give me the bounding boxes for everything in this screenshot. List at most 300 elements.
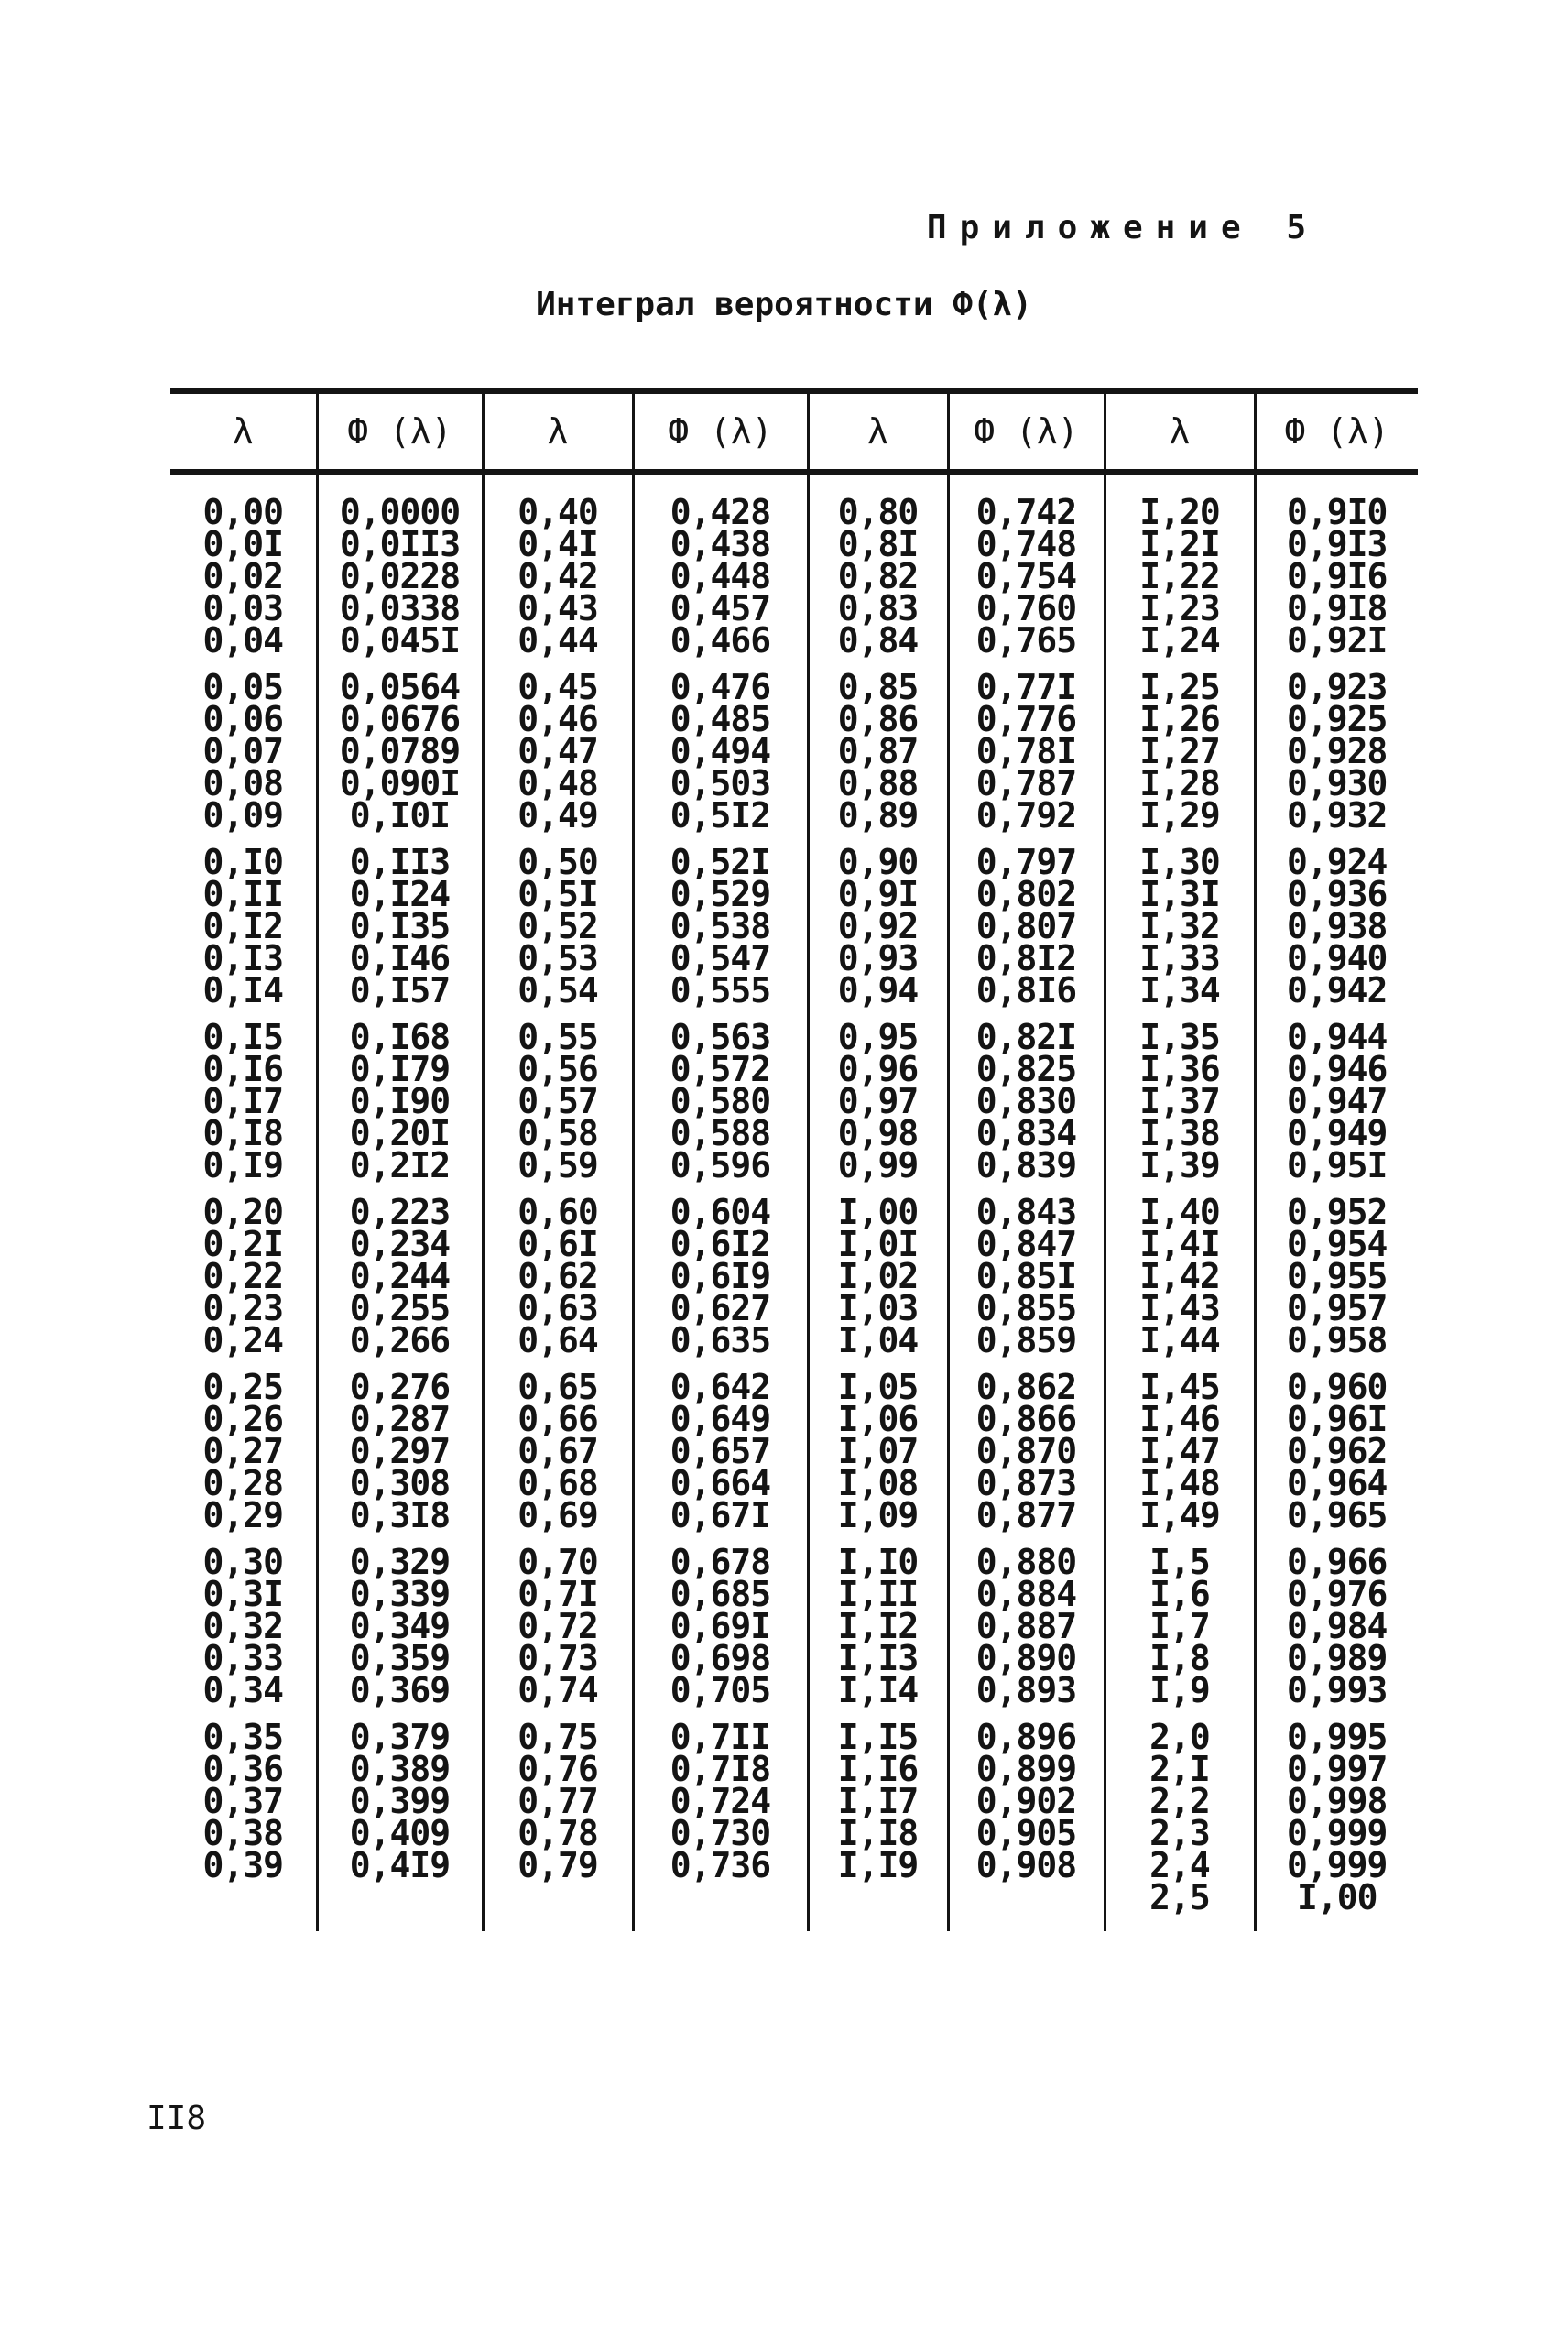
table-cell: 0,993 xyxy=(1287,1670,1388,1710)
table-cell: 0,74 xyxy=(517,1670,598,1710)
table-cell: 0,266 xyxy=(349,1320,451,1360)
value-group xyxy=(635,1717,807,1885)
column-phi-2 xyxy=(633,472,808,1931)
value-group xyxy=(810,1017,947,1185)
table-cell: 0,0000 xyxy=(339,492,461,532)
table-cell: I,27 xyxy=(1139,731,1220,771)
table-cell: 0,38 xyxy=(202,1813,283,1853)
table-cell: 0,765 xyxy=(975,620,1077,661)
table-cell: 0,955 xyxy=(1287,1256,1388,1296)
table-cell: 0,896 xyxy=(975,1717,1077,1757)
table-cell: 0,529 xyxy=(670,874,771,914)
header-lambda-4: λ xyxy=(1105,391,1255,472)
table-cell: I,45 xyxy=(1139,1367,1220,1407)
table-cell: 0,52I xyxy=(670,842,771,882)
appendix-label: Приложение 5 xyxy=(926,209,1319,246)
table-cell: 0,24 xyxy=(202,1320,283,1360)
table-cell: I,48 xyxy=(1139,1463,1220,1503)
table-cell: 0,855 xyxy=(975,1288,1077,1328)
table-cell: I,09 xyxy=(837,1495,919,1535)
value-group xyxy=(1257,1017,1419,1185)
table-cell: 0,952 xyxy=(1287,1192,1388,1232)
table-cell: 0,902 xyxy=(975,1781,1077,1821)
value-group xyxy=(170,667,316,835)
table-cell: 0,724 xyxy=(670,1781,771,1821)
table-cell: 0,7I xyxy=(517,1574,598,1614)
table-cell: 0,685 xyxy=(670,1574,771,1614)
table-cell: 0,78I xyxy=(975,731,1077,771)
table-cell: 0,255 xyxy=(349,1288,451,1328)
table-cell: 0,976 xyxy=(1287,1574,1388,1614)
value-group xyxy=(1257,492,1419,661)
table-cell: 0,II xyxy=(202,874,283,914)
table-cell: 0,45 xyxy=(517,667,598,707)
table-cell: I,00 xyxy=(1296,1877,1377,1917)
table-cell: 0,932 xyxy=(1287,795,1388,835)
table-cell: 2,2 xyxy=(1149,1781,1210,1821)
table-cell: I,36 xyxy=(1139,1049,1220,1089)
table-cell: 0,0II3 xyxy=(339,524,461,564)
value-group xyxy=(319,1717,482,1885)
value-group xyxy=(810,1542,947,1710)
value-group xyxy=(170,1192,316,1360)
table-cell: 0,359 xyxy=(349,1638,451,1678)
table-cell: 0,57 xyxy=(517,1081,598,1121)
table-cell: 0,40 xyxy=(517,492,598,532)
table-cell: I,3I xyxy=(1139,874,1220,914)
table-cell: 0,870 xyxy=(975,1431,1077,1471)
table-cell: I,22 xyxy=(1139,556,1220,596)
table-cell: I,33 xyxy=(1139,938,1220,978)
table-cell: I,38 xyxy=(1139,1113,1220,1153)
table-cell: I,7 xyxy=(1149,1606,1210,1646)
value-group xyxy=(635,1192,807,1360)
table-cell: 0,I7 xyxy=(202,1081,283,1121)
table-cell: 0,67 xyxy=(517,1431,598,1471)
table-cell: 0,63 xyxy=(517,1288,598,1328)
value-group xyxy=(1106,1367,1254,1535)
value-group xyxy=(950,1192,1104,1360)
table-cell: 0,87 xyxy=(837,731,919,771)
table-cell: I,II xyxy=(837,1574,919,1614)
table-cell: 0,839 xyxy=(975,1145,1077,1185)
value-group xyxy=(170,1717,316,1885)
table-cell: 0,66 xyxy=(517,1399,598,1439)
table-cell: 0,547 xyxy=(670,938,771,978)
table-cell: 0,329 xyxy=(349,1542,451,1582)
table-cell: 0,923 xyxy=(1287,667,1388,707)
table-cell: 0,2I2 xyxy=(349,1145,451,1185)
value-group xyxy=(950,842,1104,1010)
table-cell: 0,862 xyxy=(975,1367,1077,1407)
table-cell: 0,93 xyxy=(837,938,919,978)
table-cell: 0,95 xyxy=(837,1017,919,1057)
value-group xyxy=(635,492,807,661)
table-cell: 0,9I8 xyxy=(1287,588,1388,628)
value-group xyxy=(485,667,632,835)
table-cell: I,43 xyxy=(1139,1288,1220,1328)
table-cell: 0,I2 xyxy=(202,906,283,946)
table-cell: 0,984 xyxy=(1287,1606,1388,1646)
table-cell: 0,59 xyxy=(517,1145,598,1185)
value-group xyxy=(1257,1542,1419,1710)
table-cell: 0,859 xyxy=(975,1320,1077,1360)
table-title: Интеграл вероятности Ф(λ) xyxy=(536,286,1032,323)
table-cell: I,I7 xyxy=(837,1781,919,1821)
table-cell: 0,555 xyxy=(670,970,771,1010)
column-lambda-4 xyxy=(1105,472,1255,1931)
table-cell: I,I4 xyxy=(837,1670,919,1710)
table-cell: I,04 xyxy=(837,1320,919,1360)
table-cell: 0,72 xyxy=(517,1606,598,1646)
table-cell: 0,6I xyxy=(517,1224,598,1264)
table-cell: 0,649 xyxy=(670,1399,771,1439)
table-cell: 0,940 xyxy=(1287,938,1388,978)
table-cell: 0,8I6 xyxy=(975,970,1077,1010)
table-cell: 0,4I9 xyxy=(349,1845,451,1885)
table-cell: 0,96 xyxy=(837,1049,919,1089)
table-cell: 0,98 xyxy=(837,1113,919,1153)
table-cell: 0,428 xyxy=(670,492,771,532)
table-cell: 2,4 xyxy=(1149,1845,1210,1885)
table-cell: 0,705 xyxy=(670,1670,771,1710)
table-cell: 0,890 xyxy=(975,1638,1077,1678)
table-cell: 0,877 xyxy=(975,1495,1077,1535)
table-cell: 0,47 xyxy=(517,731,598,771)
table-cell: 0,045I xyxy=(339,620,461,661)
table-cell: 0,07 xyxy=(202,731,283,771)
page-number: II8 xyxy=(147,2100,207,2137)
value-group xyxy=(950,492,1104,661)
table-cell: 0,85 xyxy=(837,667,919,707)
table-cell: 2,I xyxy=(1149,1749,1210,1789)
table-cell: I,05 xyxy=(837,1367,919,1407)
table-header-row xyxy=(170,391,1418,472)
value-group xyxy=(635,1017,807,1185)
table-cell: 0,563 xyxy=(670,1017,771,1057)
table-cell: 0,I68 xyxy=(349,1017,451,1057)
table-cell: 0,82I xyxy=(975,1017,1077,1057)
table-cell: 0,409 xyxy=(349,1813,451,1853)
value-group xyxy=(485,1717,632,1885)
table-cell: I,9 xyxy=(1149,1670,1210,1710)
table-cell: 0,25 xyxy=(202,1367,283,1407)
table-cell: I,00 xyxy=(837,1192,919,1232)
value-group xyxy=(950,667,1104,835)
value-group xyxy=(1106,1192,1254,1360)
table-cell: I,23 xyxy=(1139,588,1220,628)
value-group xyxy=(485,1542,632,1710)
value-group xyxy=(1257,1192,1419,1360)
value-group xyxy=(485,1017,632,1185)
table-cell: 0,736 xyxy=(670,1845,771,1885)
table-cell: 0,958 xyxy=(1287,1320,1388,1360)
table-cell: 0,905 xyxy=(975,1813,1077,1853)
value-group xyxy=(635,667,807,835)
table-cell: 0,65 xyxy=(517,1367,598,1407)
table-cell: 0,68 xyxy=(517,1463,598,1503)
table-cell: 0,807 xyxy=(975,906,1077,946)
value-group xyxy=(1257,1717,1419,1917)
table-cell: 0,22 xyxy=(202,1256,283,1296)
table-cell: 0,56 xyxy=(517,1049,598,1089)
header-lambda-2: λ xyxy=(483,391,633,472)
table-cell: I,I9 xyxy=(837,1845,919,1885)
table-cell: 0,37 xyxy=(202,1781,283,1821)
value-group xyxy=(1106,492,1254,661)
value-group xyxy=(950,1542,1104,1710)
table-cell: 0,95I xyxy=(1287,1145,1388,1185)
table-cell: 0,06 xyxy=(202,699,283,739)
table-cell: 0,538 xyxy=(670,906,771,946)
table-cell: 0,46 xyxy=(517,699,598,739)
table-cell: 0,642 xyxy=(670,1367,771,1407)
table-cell: 0,339 xyxy=(349,1574,451,1614)
table-cell: 0,28 xyxy=(202,1463,283,1503)
table-cell: 0,20 xyxy=(202,1192,283,1232)
table-cell: 0,08 xyxy=(202,763,283,803)
table-cell: 0,54 xyxy=(517,970,598,1010)
table-cell: I,39 xyxy=(1139,1145,1220,1185)
table-cell: 0,62 xyxy=(517,1256,598,1296)
header-phi-4: Ф (λ) xyxy=(1255,391,1418,472)
table-cell: 0,3I xyxy=(202,1574,283,1614)
table-cell: 0,965 xyxy=(1287,1495,1388,1535)
table-cell: 0,29 xyxy=(202,1495,283,1535)
table-cell: I,5 xyxy=(1149,1542,1210,1582)
table-cell: 0,70 xyxy=(517,1542,598,1582)
table-cell: 0,999 xyxy=(1287,1845,1388,1885)
table-cell: 0,55 xyxy=(517,1017,598,1057)
table-cell: 0,58 xyxy=(517,1113,598,1153)
table-cell: 0,379 xyxy=(349,1717,451,1757)
table-cell: 0,36 xyxy=(202,1749,283,1789)
table-cell: 0,223 xyxy=(349,1192,451,1232)
value-group xyxy=(319,1017,482,1185)
value-group xyxy=(1257,842,1419,1010)
table-cell: I,6 xyxy=(1149,1574,1210,1614)
table-cell: 0,49 xyxy=(517,795,598,835)
column-phi-3 xyxy=(948,472,1105,1931)
value-group xyxy=(950,1017,1104,1185)
table-cell: 0,942 xyxy=(1287,970,1388,1010)
column-phi-1 xyxy=(317,472,483,1931)
table-body-row xyxy=(170,472,1418,1931)
table-cell: 0,27 xyxy=(202,1431,283,1471)
value-group xyxy=(170,1367,316,1535)
table-cell: 0,627 xyxy=(670,1288,771,1328)
table-cell: 0,I57 xyxy=(349,970,451,1010)
table-cell: 0,742 xyxy=(975,492,1077,532)
table-cell: 0,78 xyxy=(517,1813,598,1853)
table-cell: 0,23 xyxy=(202,1288,283,1328)
value-group xyxy=(810,1367,947,1535)
table-cell: 0,884 xyxy=(975,1574,1077,1614)
table-cell: 0,30 xyxy=(202,1542,283,1582)
table-cell: 0,96I xyxy=(1287,1399,1388,1439)
table-cell: 0,6I2 xyxy=(670,1224,771,1264)
table-cell: 0,64 xyxy=(517,1320,598,1360)
table-cell: 2,3 xyxy=(1149,1813,1210,1853)
table-cell: I,37 xyxy=(1139,1081,1220,1121)
table-cell: 0,04 xyxy=(202,620,283,661)
table-cell: 0,00 xyxy=(202,492,283,532)
value-group xyxy=(485,842,632,1010)
table-cell: 0,97 xyxy=(837,1081,919,1121)
table-cell: 0,8I xyxy=(837,524,919,564)
table-cell: I,25 xyxy=(1139,667,1220,707)
table-cell: 0,88 xyxy=(837,763,919,803)
table-cell: I,47 xyxy=(1139,1431,1220,1471)
table-cell: I,4I xyxy=(1139,1224,1220,1264)
table-cell: 0,588 xyxy=(670,1113,771,1153)
table-cell: 0,866 xyxy=(975,1399,1077,1439)
table-cell: 0,I9 xyxy=(202,1145,283,1185)
table-cell: 0,9I3 xyxy=(1287,524,1388,564)
table-cell: 0,657 xyxy=(670,1431,771,1471)
table-cell: I,I6 xyxy=(837,1749,919,1789)
table-cell: 0,825 xyxy=(975,1049,1077,1089)
table-cell: 0,53 xyxy=(517,938,598,978)
column-phi-4 xyxy=(1255,472,1418,1931)
table-cell: 0,847 xyxy=(975,1224,1077,1264)
table-cell: 0,596 xyxy=(670,1145,771,1185)
table-cell: 0,887 xyxy=(975,1606,1077,1646)
table-cell: I,07 xyxy=(837,1431,919,1471)
table-cell: 0,998 xyxy=(1287,1781,1388,1821)
table-cell: I,I2 xyxy=(837,1606,919,1646)
table-cell: 0,20I xyxy=(349,1113,451,1153)
table-cell: I,28 xyxy=(1139,763,1220,803)
table-cell: 0,476 xyxy=(670,667,771,707)
value-group xyxy=(1106,1017,1254,1185)
table-cell: 0,893 xyxy=(975,1670,1077,1710)
table-cell: 0,7I8 xyxy=(670,1749,771,1789)
value-group xyxy=(319,492,482,661)
table-cell: 0,276 xyxy=(349,1367,451,1407)
table-cell: 0,957 xyxy=(1287,1288,1388,1328)
value-group xyxy=(810,1192,947,1360)
table-cell: 0,99 xyxy=(837,1145,919,1185)
value-group xyxy=(1106,1542,1254,1710)
table-cell: 0,0564 xyxy=(339,667,461,707)
table-cell: 0,308 xyxy=(349,1463,451,1503)
table-cell: 0,3I8 xyxy=(349,1495,451,1535)
table-cell: 0,349 xyxy=(349,1606,451,1646)
table-cell: 0,0338 xyxy=(339,588,461,628)
table-cell: 0,873 xyxy=(975,1463,1077,1503)
table-cell: 0,944 xyxy=(1287,1017,1388,1057)
column-lambda-1 xyxy=(170,472,317,1931)
table-cell: I,46 xyxy=(1139,1399,1220,1439)
table-cell: I,I8 xyxy=(837,1813,919,1853)
table-cell: 0,39 xyxy=(202,1845,283,1885)
table-cell: 0,664 xyxy=(670,1463,771,1503)
table-cell: 0,42 xyxy=(517,556,598,596)
table-cell: I,29 xyxy=(1139,795,1220,835)
value-group xyxy=(1106,842,1254,1010)
table-cell: 0,946 xyxy=(1287,1049,1388,1089)
table-cell: 0,33 xyxy=(202,1638,283,1678)
table-cell: 0,244 xyxy=(349,1256,451,1296)
table-cell: 0,936 xyxy=(1287,874,1388,914)
table-cell: 0,9I xyxy=(837,874,919,914)
table-cell: I,I0 xyxy=(837,1542,919,1582)
table-cell: 0,48 xyxy=(517,763,598,803)
value-group xyxy=(170,1542,316,1710)
table-cell: 0,908 xyxy=(975,1845,1077,1885)
table-cell: 0,0228 xyxy=(339,556,461,596)
table-cell: I,06 xyxy=(837,1399,919,1439)
table-cell: 0,89 xyxy=(837,795,919,835)
table-cell: 0,4I xyxy=(517,524,598,564)
table-cell: 0,0I xyxy=(202,524,283,564)
value-group xyxy=(485,1192,632,1360)
table-cell: 0,572 xyxy=(670,1049,771,1089)
value-group xyxy=(635,1367,807,1535)
table-cell: 0,I8 xyxy=(202,1113,283,1153)
table-cell: 0,760 xyxy=(975,588,1077,628)
table-cell: 0,77 xyxy=(517,1781,598,1821)
table-cell: I,26 xyxy=(1139,699,1220,739)
value-group xyxy=(170,842,316,1010)
table-cell: 0,83 xyxy=(837,588,919,628)
table-cell: 0,925 xyxy=(1287,699,1388,739)
table-cell: 0,50 xyxy=(517,842,598,882)
table-cell: I,02 xyxy=(837,1256,919,1296)
table-cell: 0,6I9 xyxy=(670,1256,771,1296)
table-cell: 0,954 xyxy=(1287,1224,1388,1264)
table-cell: 0,5I xyxy=(517,874,598,914)
header-lambda-3: λ xyxy=(808,391,948,472)
value-group xyxy=(1257,1367,1419,1535)
table-cell: I,8 xyxy=(1149,1638,1210,1678)
table-cell: I,35 xyxy=(1139,1017,1220,1057)
table-cell: 0,I0 xyxy=(202,842,283,882)
table-cell: 0,26 xyxy=(202,1399,283,1439)
table-cell: 0,09 xyxy=(202,795,283,835)
table-cell: 0,678 xyxy=(670,1542,771,1582)
table-cell: 0,698 xyxy=(670,1638,771,1678)
table-cell: I,0I xyxy=(837,1224,919,1264)
table-cell: 0,52 xyxy=(517,906,598,946)
table-cell: I,32 xyxy=(1139,906,1220,946)
table-cell: 0,776 xyxy=(975,699,1077,739)
table-cell: 0,I3 xyxy=(202,938,283,978)
table-cell: 0,9I6 xyxy=(1287,556,1388,596)
table-cell: 0,69I xyxy=(670,1606,771,1646)
value-group xyxy=(635,1542,807,1710)
table-cell: 2,0 xyxy=(1149,1717,1210,1757)
table-cell: I,I3 xyxy=(837,1638,919,1678)
table-cell: 0,03 xyxy=(202,588,283,628)
table-cell: I,49 xyxy=(1139,1495,1220,1535)
table-cell: 0,67I xyxy=(670,1495,771,1535)
column-lambda-3 xyxy=(808,472,948,1931)
value-group xyxy=(1106,1717,1254,1917)
table-cell: 0,966 xyxy=(1287,1542,1388,1582)
table-cell: 0,960 xyxy=(1287,1367,1388,1407)
table-cell: 0,5I2 xyxy=(670,795,771,835)
table-cell: 0,86 xyxy=(837,699,919,739)
table-cell: 0,999 xyxy=(1287,1813,1388,1853)
table-cell: 0,457 xyxy=(670,588,771,628)
table-cell: 0,34 xyxy=(202,1670,283,1710)
table-cell: 0,797 xyxy=(975,842,1077,882)
table-cell: 0,I5 xyxy=(202,1017,283,1057)
table-cell: 0,369 xyxy=(349,1670,451,1710)
value-group xyxy=(485,1367,632,1535)
